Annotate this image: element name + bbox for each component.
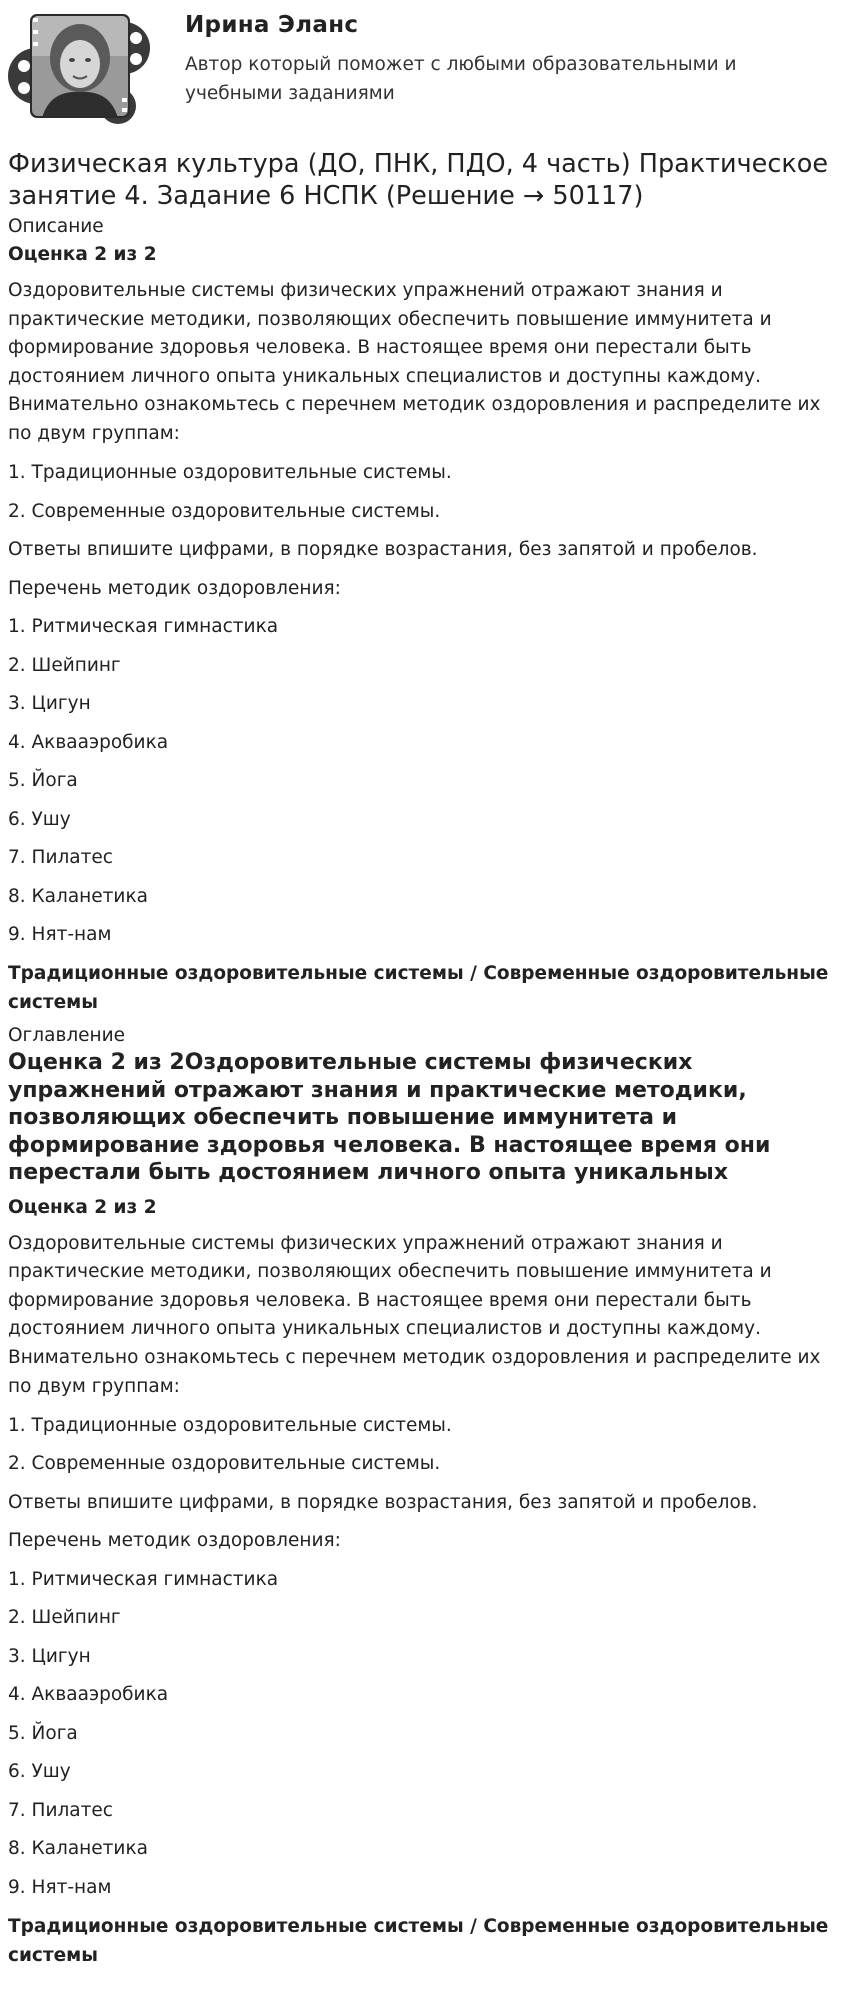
list-item: 5. Йога bbox=[8, 1722, 78, 1744]
groups-answer: Традиционные оздоровительные системы / Современные оздоровительные системы bbox=[8, 963, 829, 1014]
author-name[interactable]: Ирина Эланс bbox=[185, 12, 359, 38]
author-description: Автор который поможет с любыми образовательными и учебными заданиями bbox=[185, 54, 737, 104]
list-item: 7. Пилатес bbox=[8, 847, 113, 869]
main-content bbox=[8, 148, 840, 1970]
author-avatar[interactable] bbox=[6, 6, 154, 126]
toc-heading: Оценка 2 из 2Оздоровительные системы физических упражнений отражают знания и практические методики, позволяющих обеспечить повышение иммунитета и формирование здоровья человека. В настоящее время они перестали быть достоянием личного опыта уникальных bbox=[8, 1050, 771, 1186]
list-item: 9. Нят-нам bbox=[8, 1876, 112, 1898]
methods-list-label: Перечень методик оздоровления: bbox=[8, 1530, 341, 1552]
list-item: 4. Аквааэробика bbox=[8, 1684, 169, 1706]
groups-answer: Традиционные оздоровительные системы / Современные оздоровительные системы bbox=[8, 1915, 829, 1966]
intro-text: Оздоровительные системы физических упражнений отражают знания и практические методики, позволяющих обеспечить повышение иммунитета и формирование здоровья человека. В настоящее время они перестали быть достоянием личного опыта уникальных специалистов и доступны каждому. Внимательно ознакомьтесь с перечнем методик оздоровления и распределите их по двум группам: bbox=[8, 280, 821, 444]
group-1: 1. Традиционные оздоровительные системы. bbox=[8, 1414, 452, 1436]
list-item: 2. Шейпинг bbox=[8, 654, 121, 676]
list-item: 4. Аквааэробика bbox=[8, 731, 169, 753]
toc-label: Оглавление bbox=[8, 1025, 126, 1047]
instruction-text: Ответы впишите цифрами, в порядке возрастания, без запятой и пробелов. bbox=[8, 539, 758, 561]
grade-label: Оценка 2 из 2 bbox=[8, 244, 157, 265]
group-2: 2. Современные оздоровительные системы. bbox=[8, 1453, 441, 1475]
list-item: 6. Ушу bbox=[8, 1761, 71, 1783]
author-header bbox=[0, 0, 847, 140]
group-1: 1. Традиционные оздоровительные системы. bbox=[8, 462, 452, 484]
list-item: 1. Ритмическая гимнастика bbox=[8, 1568, 279, 1590]
list-item: 1. Ритмическая гимнастика bbox=[8, 616, 279, 638]
list-item: 2. Шейпинг bbox=[8, 1607, 121, 1629]
list-item: 8. Каланетика bbox=[8, 1838, 148, 1860]
list-item: 5. Йога bbox=[8, 770, 78, 792]
list-item: 9. Нят-нам bbox=[8, 924, 112, 946]
group-2: 2. Современные оздоровительные системы. bbox=[8, 500, 441, 522]
list-item: 3. Цигун bbox=[8, 693, 91, 715]
list-item: 7. Пилатес bbox=[8, 1799, 113, 1821]
list-item: 8. Каланетика bbox=[8, 885, 148, 907]
list-item: 6. Ушу bbox=[8, 808, 71, 830]
instruction-text: Ответы впишите цифрами, в порядке возрастания, без запятой и пробелов. bbox=[8, 1491, 758, 1513]
list-item: 3. Цигун bbox=[8, 1645, 91, 1667]
grade-label: Оценка 2 из 2 bbox=[8, 1196, 157, 1218]
intro-text: Оздоровительные системы физических упражнений отражают знания и практические методики, позволяющих обеспечить повышение иммунитета и формирование здоровья человека. В настоящее время они перестали быть достоянием личного опыта уникальных специалистов и доступны каждому. Внимательно ознакомьтесь с перечнем методик оздоровления и распределите их по двум группам: bbox=[8, 1232, 821, 1397]
page-title: Физическая культура (ДО, ПНК, ПДО, 4 часть) Практическое занятие 4. Задание 6 НСПК (Решение → 50117) bbox=[8, 149, 829, 211]
description-label: Описание bbox=[8, 216, 104, 237]
methods-list-label: Перечень методик оздоровления: bbox=[8, 577, 341, 599]
